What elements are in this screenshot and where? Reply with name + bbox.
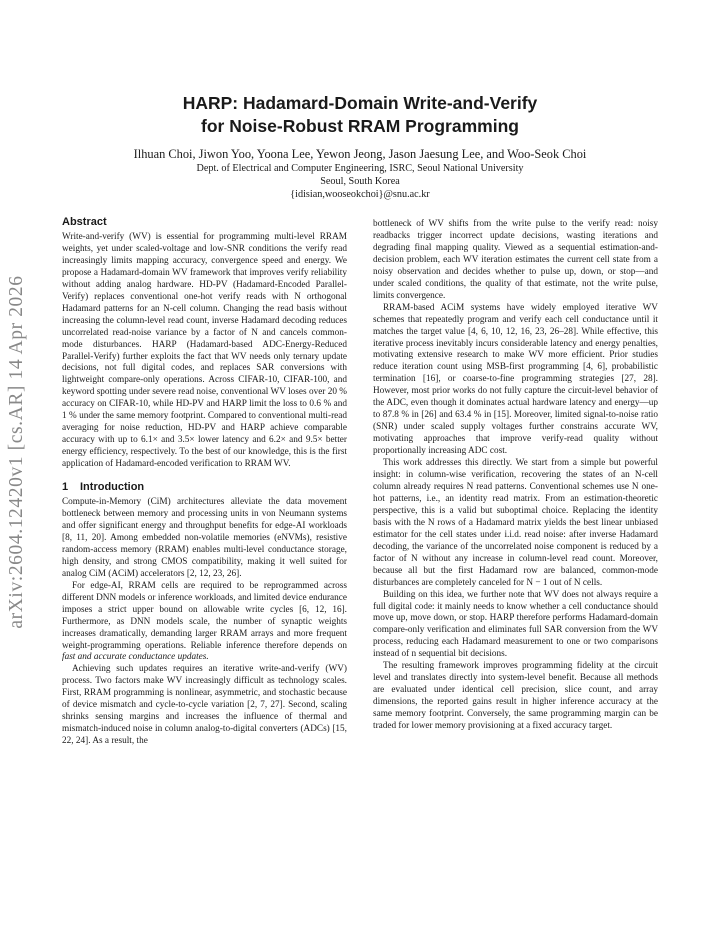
right-paragraph-3: This work addresses this directly. We start from a simple but powerful insight: in column-wise verification, recovering the states of an N-cell column already requires N read patterns. Conventional schemes use N one-hot patterns, i.e., an identity read matrix. From an estimation-theoretic perspective, this is a valid but suboptimal choice. Replacing the identity basis with the N rows of a Hadamard matrix yields the best linear unbiased estimator for the cell states under i.i.d. read noise: after inverse Hadamard decoding, the variance of the uncorrelated noise component is reduced by a factor of N without any increase in column-level read count. Moreover, because all but the first Hadamard row are balanced, common-mode disturbances are completely canceled for N − 1 out of N cells.: [373, 458, 658, 588]
affiliation-department: Dept. of Electrical and Computer Engineering, ISRC, Seoul National University: [196, 163, 524, 174]
right-paragraph-1: bottleneck of WV shifts from the write pulse to the verify read: noisy readbacks trigger incorrect update decisions, wasting iterations and degrading final mapping quality. Viewed as a sequential estimation-and-decision problem, each WV iteration estimates the current cell state from a noisy observation and decides whether to pulse up, down, or stop—and under scaled conditions, the quality of that estimate, not the write pulse, limits convergence.: [373, 219, 658, 301]
intro-paragraph-2-text: For edge-AI, RRAM cells are required to be reprogrammed across different DNN models or inference workloads, and limited device endurance imposes a strict upper bound on allowable write cycles [6, 12, 16]. Furthermore, as DNN models scale, the number of synaptic weights increases dramatically, demanding larger RRAM arrays and more frequent weight-programming operations. Reliable inference therefore depends on: [62, 580, 347, 651]
intro-paragraph-2: [62, 581, 347, 665]
affiliation-email: {idisian,wooseokchoi}@snu.ac.kr: [290, 189, 430, 201]
intro-paragraph-3: Achieving such updates requires an iterative write-and-verify (WV) process. Two factors make WV increasingly difficult as technology scales. First, RRAM programming is nonlinear, asymmetric, and stochastic because of device mismatch and cycle-to-cycle variation [2, 7, 27]. Second, scaling shrinks sensing margins and increases the influence of thermal and mismatch-induced noise in column analog-to-digital converters (ADCs) [15, 22, 24]. As a result, the: [62, 664, 347, 747]
author-list: Ilhuan Choi, Jiwon Yoo, Yoona Lee, Yewon Jeong, Jason Jaesung Lee, and Woo-Seok Choi: [133, 147, 587, 161]
title-line-2: for Noise-Robust RRAM Programming: [201, 116, 519, 136]
right-column: [373, 219, 658, 733]
intro-paragraph-2-emphasis: fast and accurate conductance updates.: [62, 652, 209, 663]
right-paragraph-4: Building on this idea, we further note that WV does not always require a full digital code: it mainly needs to know whether a cell conductance should move up, move down, or stop. HARP therefore performs Hadamard-domain compare-only verification and eliminates full SAR conversion from the WV process, reducing each Hadamard measurement to one or two comparisons instead of n sequential bit decisions.: [373, 589, 658, 660]
affiliation: [60, 162, 660, 202]
paper-title: [60, 92, 660, 138]
right-paragraph-2: RRAM-based ACiM systems have widely employed iterative WV schemes that repeatedly program and verify each cell conductance until it matches the target value [4, 6, 10, 12, 16, 23, 26–28]. While effective, this iterative process inevitably incurs considerable latency and energy penalties, motivating extensive research to make WV more efficient. Prior studies reduce iteration count using MSB-first programming [4, 6], probabilistic termination [16], or coarse-to-fine programming strategies [27, 28]. However, most prior works do not fully capture the circuit-level behavior of the ADC, even though it dominates actual hardware latency and energy—up to 87.8 % in [26] and 63.4 % in [15]. Moreover, limited signal-to-noise ratio (SNR) under scaled supply voltages further constrains accurate WV, motivating approaches that improve verify-read quality without proportionally increasing ADC cost.: [373, 302, 658, 457]
paper-header: [60, 92, 660, 202]
intro-paragraph-1: Compute-in-Memory (CiM) architectures alleviate the data movement bottleneck between memory and processing units in von Neumann systems and offer significant energy and throughput benefits for edge-AI workloads [8, 11, 20]. Among embedded non-volatile memories (eNVMs), resistive random-access memory (RRAM) enables multi-level conductance storage, high density, and strong CMOS compatibility, making it well suited for analog CiM (ACiM) accelerators [2, 12, 23, 26].: [62, 497, 347, 579]
abstract-heading: Abstract: [62, 216, 107, 228]
arxiv-side-stamp: arXiv:2604.12420v1 [cs.AR] 14 Apr 2026: [6, 275, 27, 629]
introduction-heading: [62, 481, 347, 494]
affiliation-city: Seoul, South Korea: [320, 176, 400, 188]
section-title: Introduction: [80, 481, 145, 494]
section-number: 1: [62, 481, 69, 494]
title-line-1: HARP: Hadamard-Domain Write-and-Verify: [182, 93, 538, 113]
right-paragraph-5: The resulting framework improves programming fidelity at the circuit level and translates directly into system-level benefit. Because all methods are evaluated under identical cell precision, slice count, and array dimensions, the reported gains result in higher inference accuracy at the same memory footprint. Conversely, the same programming margin can be traded for lower memory provisioning at a fixed accuracy target.: [373, 661, 658, 732]
left-column: [62, 216, 347, 748]
abstract-text: Write-and-verify (WV) is essential for programming multi-level RRAM weights, yet under scaled-voltage and low-SNR conditions the verify read increasingly limits mapping accuracy, convergence speed and energy. We propose a Hadamard-domain WV framework that improves verify reliability without adding analog hardware. HD-PV (Hadamard-Encoded Parallel-Verify) replaces conventional one-hot verify reads with N orthogonal Hadamard patterns for an N-cell column. Changing the read basis without increasing the column-level read count, inverse Hadamard decoding reduces uncorrelated read-noise variance by a factor of N and cancels common-mode disturbances. HARP (Hadamard-based ADC-Energy-Reduced Parallel-Verify) further exploits the fact that WV needs only ternary update decisions, not full digital codes, and replaces SAR conversions with lightweight compare-only operations. Across CIFAR-10, CIFAR-100, and keyword spotting under severe read noise, conventional WV loses over 20 % accuracy on CIFAR-10, while HD-PV and HARP limit the loss to 0.6 % and 1 % under the same memory footprint. Compared to conventional multi-read averaging for noise reduction, HD-PV and HARP achieve comparable accuracy with up to 6.1× and 3.5× lower latency and 6.2× and 9.5× better energy efficiency, respectively. To the best of our knowledge, this is the first application of Hadamard-encoded verification to RRAM WV.: [62, 232, 347, 470]
